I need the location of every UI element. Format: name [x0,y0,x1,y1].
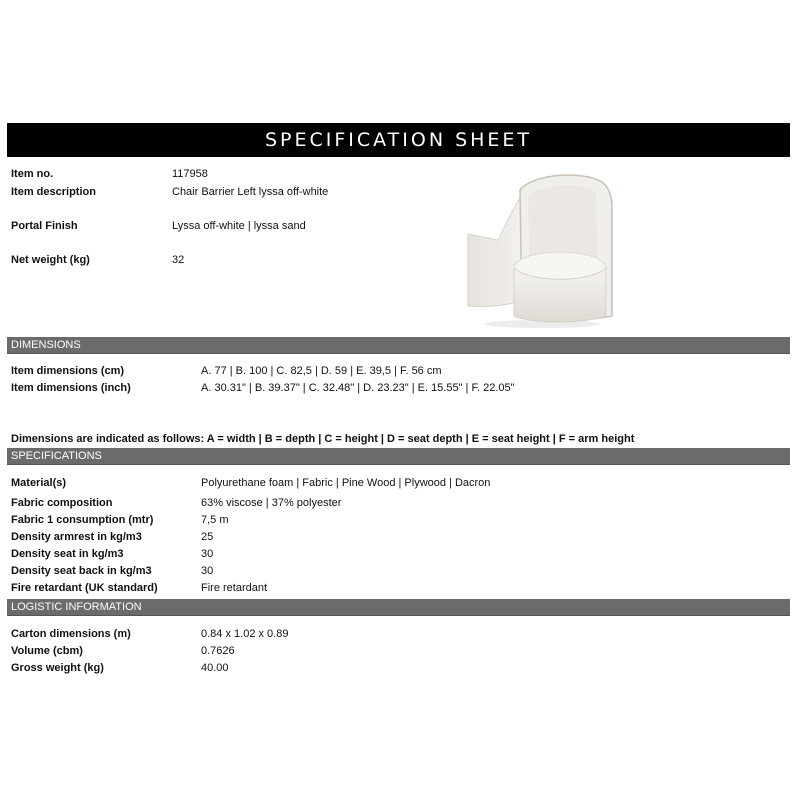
logistic-value: 40.00 [201,662,229,674]
dimensions-inch-label: Item dimensions (inch) [11,382,131,394]
spec-label: Density seat in kg/m3 [11,548,124,560]
item-description-label: Item description [11,186,96,198]
spec-value: Fire retardant [201,582,268,594]
item-description-value: Chair Barrier Left lyssa off-white [172,186,329,198]
page-title: SPECIFICATION SHEET [7,123,790,157]
specifications-header: SPECIFICATIONS [7,448,790,465]
dimensions-header: DIMENSIONS [7,337,790,354]
logistic-label: Gross weight (kg) [11,662,104,674]
item-no-value: 117958 [172,168,208,180]
spec-label: Fabric 1 consumption (mtr) [11,514,154,526]
item-no-label: Item no. [11,168,54,180]
spec-value: Polyurethane foam | Fabric | Pine Wood | Plywood | Dacron [201,477,491,489]
spec-label: Density seat back in kg/m3 [11,565,152,577]
net-weight-label: Net weight (kg) [11,254,90,266]
spec-value: 25 [201,531,214,543]
spec-label: Fabric composition [11,497,113,509]
spec-value: 7,5 m [201,514,229,526]
logistic-value: 0.7626 [201,645,235,657]
logistic-header: LOGISTIC INFORMATION [7,599,790,616]
net-weight-value: 32 [172,254,185,266]
dimensions-inch-value: A. 30.31" | B. 39.37" | C. 32.48" | D. 23.23" | E. 15.55" | F. 22.05" [201,382,515,394]
spec-label: Density armrest in kg/m3 [11,531,142,543]
chair-product-image [462,168,622,330]
spec-value: 63% viscose | 37% polyester [201,497,342,509]
portal-finish-label: Portal Finish [11,220,78,232]
spec-label: Fire retardant (UK standard) [11,582,158,594]
spec-value: 30 [201,565,214,577]
logistic-label: Volume (cbm) [11,645,83,657]
logistic-value: 0.84 x 1.02 x 0.89 [201,628,289,640]
dimensions-legend-note: Dimensions are indicated as follows: A = width | B = depth | C = height | D = seat depth | E = seat height | F = arm height [11,433,635,445]
portal-finish-value: Lyssa off-white | lyssa sand [172,220,306,232]
spec-label: Material(s) [11,477,67,489]
logistic-label: Carton dimensions (m) [11,628,131,640]
dimensions-cm-label: Item dimensions (cm) [11,365,125,377]
dimensions-cm-value: A. 77 | B. 100 | C. 82,5 | D. 59 | E. 39,5 | F. 56 cm [201,365,442,377]
spec-value: 30 [201,548,214,560]
